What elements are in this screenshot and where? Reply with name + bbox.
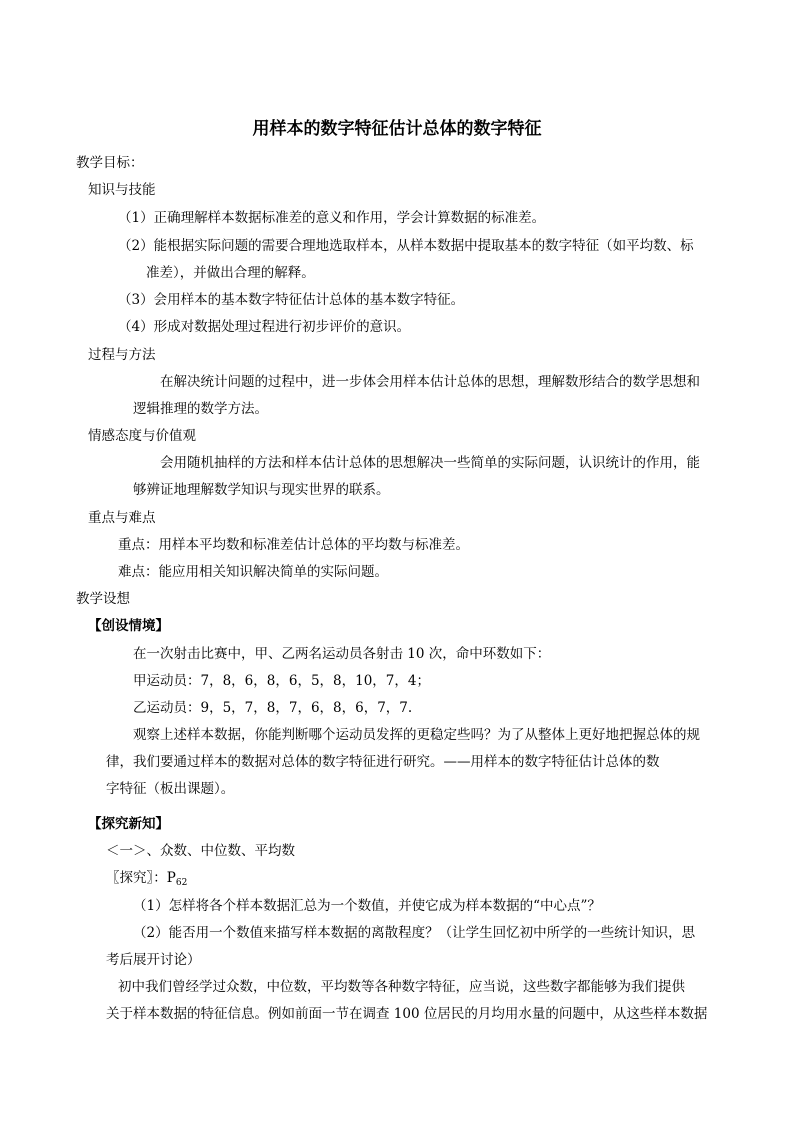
- attitude-line-1: 会用随机抽样的方法和样本估计总体的思想解决一些简单的实际问题，认识统计的作用，能: [160, 455, 700, 471]
- knowledge-item-2-cont: 准差），并做出合理的解释。: [146, 265, 315, 281]
- knowledge-item-1: （1）正确理解样本数据标准差的意义和作用，学会计算数据的标准差。: [118, 210, 546, 226]
- keypoints-heading: 重点与难点: [88, 510, 156, 526]
- process-line-1: 在解决统计问题的过程中，进一步体会用样本估计总体的思想，理解数形结合的数学思想和: [160, 374, 700, 390]
- scenario-line-6: 字特征（板出课题）。: [106, 781, 235, 797]
- knowledge-heading: 知识与技能: [88, 182, 156, 198]
- scenario-line-5: 律，我们要通过样本的数据对总体的数字特征进行研究。——用样本的数字特征估计总体的数: [106, 754, 660, 770]
- explore-label-text: 〖探究〗：P: [106, 870, 176, 886]
- process-line-2: 逻辑推理的数学方法。: [133, 401, 268, 417]
- knowledge-item-4: （4）形成对数据处理过程进行初步评价的意识。: [118, 319, 411, 335]
- explore-subheading: ＜一＞、众数、中位数、平均数: [106, 843, 295, 859]
- attitude-line-2: 够辨证地理解数学知识与现实世界的联系。: [133, 482, 390, 498]
- explore-line-5: 关于样本数据的特征信息。例如前面一节在调查 100 位居民的月均用水量的问题中，从这些样本数据: [106, 1006, 708, 1022]
- explore-line-1: （1）怎样将各个样本数据汇总为一个数值，并使它成为样本数据的“中心点”？: [133, 898, 601, 914]
- explore-label-subscript: 62: [175, 878, 188, 888]
- scenario-line-4: 观察上述样本数据，你能判断哪个运动员发挥的更稳定些吗？为了从整体上更好地把握总体的规: [133, 727, 700, 743]
- design-heading: 教学设想: [76, 591, 130, 607]
- keypoint-difficult: 难点：能应用相关知识解决简单的实际问题。: [118, 564, 388, 580]
- explore-line-2: （2）能否用一个数值来描写样本数据的离散程度？（让学生回忆初中所学的一些统计知识，思: [133, 925, 696, 941]
- explore-line-3: 考后展开讨论）: [106, 952, 201, 968]
- knowledge-item-2: （2）能根据实际问题的需要合理地选取样本，从样本数据中提取基本的数字特征（如平均数、标: [118, 238, 694, 254]
- scenario-line-3: 乙运动员：9，5，7，8，7，6，8，6，7，7.: [133, 700, 413, 716]
- knowledge-item-3: （3）会用样本的基本数字特征估计总体的基本数字特征。: [118, 292, 465, 308]
- goals-heading: 教学目标：: [76, 155, 144, 171]
- attitude-heading: 情感态度与价值观: [88, 428, 196, 444]
- scenario-line-1: 在一次射击比赛中，甲、乙两名运动员各射击 10 次，命中环数如下：: [133, 646, 551, 662]
- explore-heading: 【探究新知】: [88, 816, 169, 832]
- process-heading: 过程与方法: [88, 347, 156, 363]
- explore-label: [106, 869, 187, 892]
- explore-line-4: 初中我们曾经学过众数，中位数，平均数等各种数字特征，应当说，这些数字都能够为我们提供: [118, 979, 685, 995]
- scenario-heading: 【创设情境】: [88, 618, 169, 634]
- keypoint-key: 重点：用样本平均数和标准差估计总体的平均数与标准差。: [118, 537, 469, 553]
- page-title: 用样本的数字特征估计总体的数字特征: [252, 119, 542, 139]
- scenario-line-2: 甲运动员：7，8，6，8，6，5，8，10，7，4；: [133, 673, 430, 689]
